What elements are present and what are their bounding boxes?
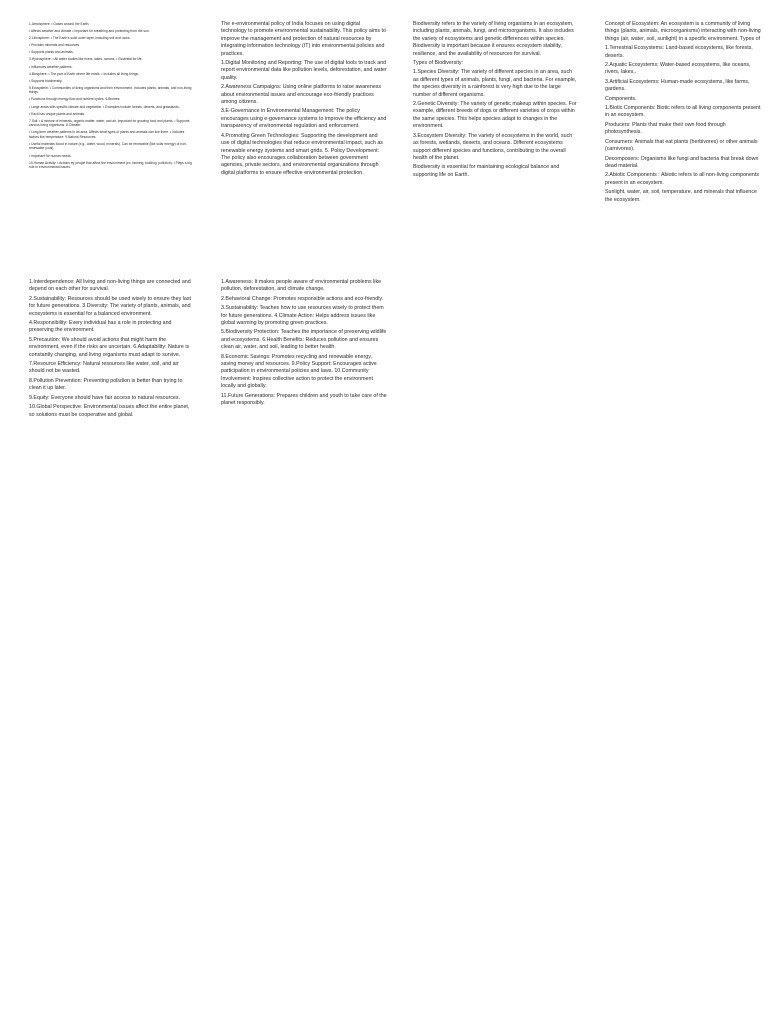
paragraph: Biodiversity refers to the variety of living organisms in an ecosystem, including plants, animals, fungi, and microorganisms. It also includes the variety of ecosystems and genetic differences within species. Biodiversity is important because it ensures ecosystem stability, resilience, and the availability of resources for survival. (413, 21, 574, 57)
paragraph: • Long-term weather patterns in an area. Affects what types of plants and animals can live there. • Includes factors like temperature. 9.Natural Resources: (29, 130, 185, 139)
paragraph: Biodiversity is essential for maintaining ecological balance and supporting life on Earth. (413, 164, 560, 178)
paragraph: 1.Terrestrial Ecosystems: Land-based ecosystems, like forests, deserts. (605, 45, 753, 59)
paragraph: 2.Sustainability: Resources should be used wisely to ensure they last for future generations. 3.Diversity: The variety of plants, animals, and ecosystems is essential for a balanced environment. (29, 295, 191, 317)
paragraph: 3.Hydrosphere: • All water bodies like rivers, lakes, oceans. • Essential for life. (29, 57, 143, 62)
paragraph: Decomposers: Organisms like fungi and bacteria that break down dead material. (605, 155, 759, 169)
paragraph: • Important for human needs. (29, 153, 72, 158)
paragraph: • Large areas with specific climate and vegetation. • Examples include forests, deserts, and grasslands. (29, 104, 180, 109)
paragraph: 1.Biotic Components: Biotic refers to all living components present in an ecosystem. (605, 105, 761, 119)
paragraph: 2.Genetic Diversity: The variety of genetic makeup within species. For example, different breeds of dogs or different varieties of crops within the same species. This helps species adapt to changes in the environment. (413, 101, 577, 130)
paragraph: The e-environmental policy of India focuses on using digital technology to promote environmental sustainability. This policy aims to improve the management and protection of natural resources by integrating information technology (IT) into environmental policies and practices. (221, 21, 386, 57)
paragraph: • Provides minerals and resources. (29, 43, 80, 48)
paragraph: 8.Pollution Prevention: Preventing pollution is better than trying to clean it up later. (29, 377, 183, 392)
environmental-education-column (221, 279, 387, 410)
paragraph: 4.Promoting Green Technologies: Supporting the development and use of digital technologies that reduce environmental impact, such as renewable energy systems and smart grids. 5. Policy Development: The policy also encourages collaboration between government agencies, private sectors, and environmental organizations through digital platforms to ensure effective environmental protection. (221, 132, 383, 176)
paragraph: 1.Atmosphere: • Gases around the Earth. (29, 22, 90, 26)
paragraph: 1.Awareness: It makes people aware of environmental problems like pollution, deforestation, and climate change. (221, 279, 382, 293)
paragraph: • Supports biodiversity. (29, 78, 63, 83)
paragraph: • Affects weather and climate • Important for breathing and protecting from the sun. (29, 29, 150, 34)
paragraph: Concept of Ecosystem: An ecosystem is a community of living things (plants, animals, microorganisms) interacting with non-living things (air, water, soil, sunlight) in a specific environment. Types of (605, 21, 761, 42)
paragraph: 7.Soil: • A mixture of minerals, organic matter, water, and air. Important for growing food and plants. • Supports various living organisms. 8.Climate: (29, 118, 190, 128)
paragraph: Producers: Plants that make their own food through photosynthesis. (605, 121, 726, 136)
paragraph: 5.Precaution: We should avoid actions that might harm the environment, even if the risks are uncertain. 6.Adaptability: Nature is constantly changing, and living organisms must adapt to survive. (29, 336, 190, 358)
e-environmental-policy-column (221, 21, 387, 179)
biodiversity-column (413, 21, 579, 181)
paragraph: 4.Responsibility: Every individual has a role in protecting and preserving the environment. (29, 320, 172, 334)
paragraph: 4.Biosphere: • The part of Earth where life exists. • Includes all living things. (29, 71, 140, 76)
paragraph: 3.Artificial Ecosystems: Human-made ecosystems, like farms, gardens. (605, 78, 750, 93)
atmosphere-components-column (29, 22, 192, 172)
paragraph: 3.Ecosystem Diversity: The variety of ecosystems in the world, such as forests, wetlands, deserts, and oceans. Different ecosystems support different species and functions, contributing to the overall health of the planet. (413, 132, 573, 161)
paragraph: 1.Interdependence: All living and non-living things are connected and depend on each other for survival. (29, 279, 191, 293)
paragraph: 3.Sustainability: Teaches how to use resources wisely to protect them for future generations. 4.Climate Action: Helps address issues like global warming by promoting green practices. (221, 305, 384, 327)
paragraph: Components. (605, 95, 637, 102)
paragraph: 2.Aquatic Ecosystems: Water-based ecosystems, like oceans, rivers, lakes,. (605, 62, 751, 76)
paragraph: 5.Biodiversity Protection: Teaches the importance of preserving wildlife and ecosystems. 6.Health Benefits: Reduces pollution and ensures clean air, water, and soil, leading to better health. (221, 329, 387, 351)
paragraph: 5.Ecosystem: • Communities of living organisms and their environment. Includes plants, animals, and non-living things. (29, 85, 192, 95)
paragraph: • Useful materials found in nature (e.g., water, wood, minerals). Can be renewable (like solar energy) or non-renewable (coal). (29, 141, 188, 151)
paragraph: 1.Digital Monitoring and Reporting: The use of digital tools to track and report environmental data like pollution levels, deforestation, and water quality. (221, 60, 387, 81)
paragraph: 7.Resource Efficiency: Natural resources like water, soil, and air should not be wasted. (29, 361, 179, 375)
paragraph: 3.E-Governance in Environmental Management: The policy encourages using e-governance systems to improve the efficiency and transparency of environmental regulation and enforcement. (221, 108, 387, 130)
paragraph: 2.Lithosphere: • The Earth's solid outer layer, including soil and rocks. (29, 36, 131, 41)
paragraph: • Supports plants and animals. (29, 50, 74, 55)
paragraph: Types of Biodiversity: (413, 60, 464, 67)
ecosystem-column (605, 21, 761, 206)
paragraph: 11.Future Generations: Prepares children and youth to take care of the planet responsibly. (221, 392, 387, 407)
paragraph: • Influences weather patterns. (29, 64, 73, 69)
environmental-principles-column (29, 279, 192, 421)
paragraph: 2.Awareness Campaigns: Using online platforms to raise awareness about environmental issues and encourage eco-friendly practices among citizens. (221, 84, 382, 106)
paragraph: 8.Economic Savings: Promotes recycling and renewable energy, saving money and resources. 9.Policy Support: Encourages active participation in environmental policies and laws. 10.Community Involvement: Inspires collective action to protect the environment locally and globally. (221, 353, 377, 390)
paragraph: 2.Abiotic Components : Abiotic refers to all non-living components present in an ecosystem. (605, 172, 759, 186)
paragraph: Consumers: Animals that eat plants (herbivores) or other animals (carnivores). (605, 138, 758, 153)
paragraph: 9.Equity: Everyone should have fair access to natural resources. (29, 394, 181, 401)
paragraph: 10.Human Activity: • Actions by people that affect the environment (ex. farming, building, pollution). • Plays a big role in environmental issues. (29, 160, 192, 170)
paragraph: • Each has unique plants and animals. (29, 111, 85, 116)
paragraph: Sunlight, water, air, soil, temperature, and minerals that influence the ecosystem. (605, 189, 757, 203)
paragraph: 2.Behavioral Change: Promotes responsible actions and eco-friendly. (221, 295, 384, 302)
paragraph: 10.Global Perspective: Environmental issues affect the entire planet, so solutions must be cooperative and global. (29, 404, 190, 418)
paragraph: • Functions through energy flow and nutrient cycles. 6.Biomes: (29, 97, 121, 102)
paragraph: 1.Species Diversity: The variety of different species in an area, such as different types of animals, plants, fungi, and bacteria. For example, the species diversity in a rainforest is very high due to the large number of different organisms. (413, 69, 577, 98)
